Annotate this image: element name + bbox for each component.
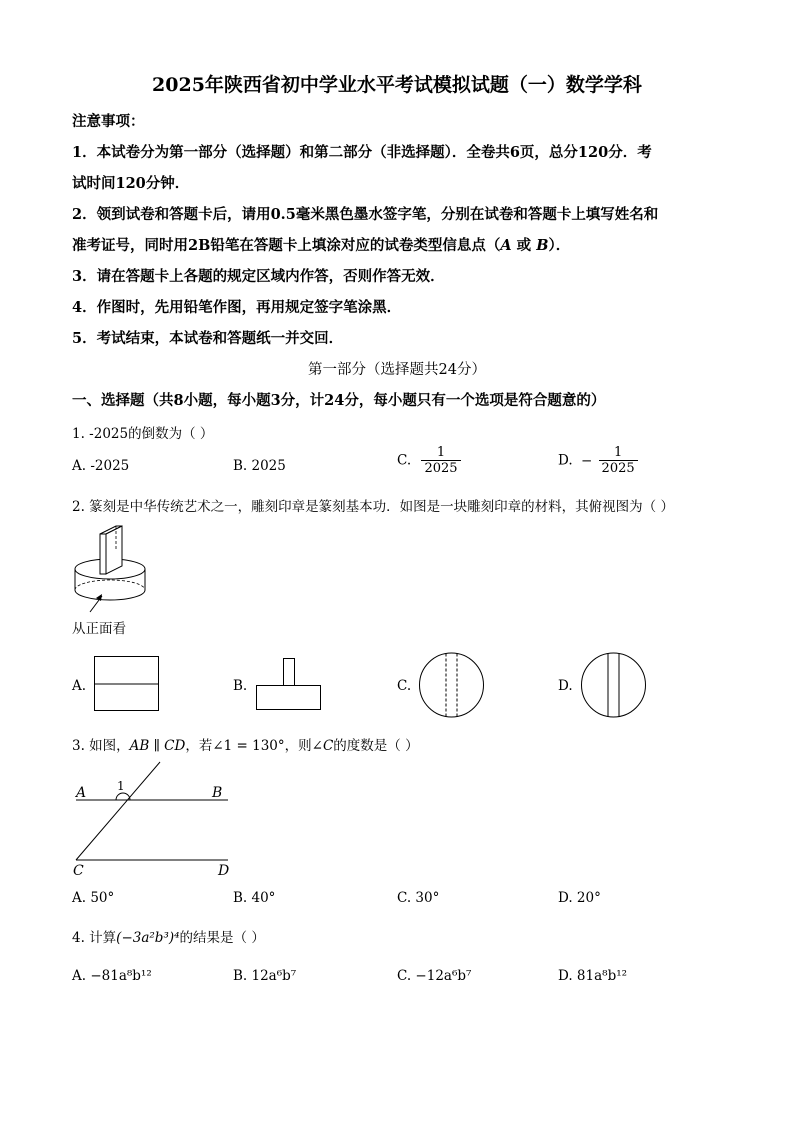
q3-stem (72, 734, 419, 754)
notice-item-4: 4．作图时，先用铅笔作图，再用规定签字笔涂黑． (72, 299, 402, 316)
notice-item-2a: 2．领到试卷和答题卡后，请用0.5毫米黑色墨水签字笔，分别在试卷和答题卡上填写姓名和 (72, 206, 659, 223)
q2-option-b-figure (256, 658, 322, 710)
notice-type-b: B (536, 237, 549, 254)
q4-option-b: B. 12a⁶b⁷ (233, 968, 297, 984)
q2-option-a: A. (72, 678, 87, 694)
q1-stem: 1. -2025的倒数为（ ） (72, 426, 214, 442)
q3-stem-pre: 3. 如图， (72, 738, 130, 754)
q4-option-a: A. −81a⁸b¹² (72, 968, 152, 984)
notice-item-3: 3．请在答题卡上各题的规定区域内作答，否则作答无效． (72, 268, 445, 285)
notice-close: ）． (548, 237, 571, 254)
page-title: 2025年陕西省初中学业水平考试模拟试题（一）数学学科 (152, 74, 642, 96)
notice-item-5: 5．考试结束，本试卷和答题纸一并交回． (72, 330, 344, 347)
q1-option-d (558, 445, 638, 476)
q2-option-a-figure (94, 656, 160, 712)
q1-d-fraction (599, 445, 638, 476)
q3-option-d: D. 20° (558, 890, 601, 906)
q3-option-b: B. 40° (233, 890, 276, 906)
q3-figure (72, 760, 237, 880)
q1-c-label: C. (397, 452, 412, 469)
q3-label-d: D (218, 863, 230, 879)
q3-stem-ab: AB (129, 738, 150, 754)
q2-option-d: D. (558, 678, 573, 694)
q1-option-c (397, 445, 461, 476)
q3-stem-post: 的度数是（ ） (333, 738, 419, 754)
q4-option-c: C. −12a⁶b⁷ (397, 968, 472, 984)
q3-option-c: C. 30° (397, 890, 440, 906)
q1-d-denominator: 2025 (601, 461, 635, 476)
q3-label-c: C (73, 863, 84, 879)
notice-type-a: A (500, 237, 512, 254)
q3-stem-mid: ，若∠1 = 130°，则∠ (185, 738, 323, 754)
q3-stem-parallel: ∥ (149, 738, 165, 754)
q1-d-sign: − (580, 452, 593, 469)
q3-label-b: B (212, 785, 223, 801)
q2-option-c-figure (418, 652, 486, 718)
q1-d-label: D. (558, 452, 573, 469)
q2-stamp-figure (72, 520, 162, 615)
q2-caption: 从正面看 (72, 621, 126, 637)
notice-item-2b-text: 准考证号，同时用2B铅笔在答题卡上填涂对应的试卷类型信息点（ (72, 237, 501, 254)
notice-item-2b (72, 234, 570, 255)
q3-stem-c: C (322, 738, 334, 754)
q4-stem (72, 926, 265, 946)
q2-option-b: B. (233, 678, 248, 694)
q3-label-a: A (76, 785, 87, 801)
notice-item-1b: 试时间120分钟． (72, 175, 190, 192)
q2-option-c: C. (397, 678, 412, 694)
q1-c-fraction (421, 445, 460, 476)
q4-option-d: D. 81a⁸b¹² (558, 968, 628, 984)
q1-option-a: A. -2025 (72, 458, 130, 474)
q1-d-numerator: 1 (599, 445, 638, 461)
part1-heading: 第一部分（选择题共24分） (308, 362, 486, 378)
section-heading: 一、选择题（共8小题，每小题3分，计24分，每小题只有一个选项是符合题意的） (72, 392, 606, 409)
q2-option-d-figure (580, 652, 648, 718)
q4-stem-expr: (−3a²b³)⁴ (116, 930, 180, 946)
q3-option-a: A. 50° (72, 890, 115, 906)
q1-c-numerator: 1 (421, 445, 460, 461)
q2-stem: 2. 篆刻是中华传统艺术之一，雕刻印章是篆刻基本功．如图是一块雕刻印章的材料，其俯视图为（ ） (72, 499, 674, 515)
notice-or: 或 (511, 237, 537, 254)
q1-c-denominator: 2025 (424, 461, 458, 476)
q4-stem-pre: 4. 计算 (72, 930, 117, 946)
q4-stem-post: 的结果是（ ） (179, 930, 265, 946)
q3-stem-cd: CD (164, 738, 186, 754)
notice-heading: 注意事项： (72, 113, 145, 130)
notice-item-1a: 1．本试卷分为第一部分（选择题）和第二部分（非选择题）．全卷共6页，总分120分．考 (72, 144, 652, 161)
q3-label-angle-1: 1 (117, 779, 125, 793)
q1-option-b: B. 2025 (233, 458, 286, 474)
